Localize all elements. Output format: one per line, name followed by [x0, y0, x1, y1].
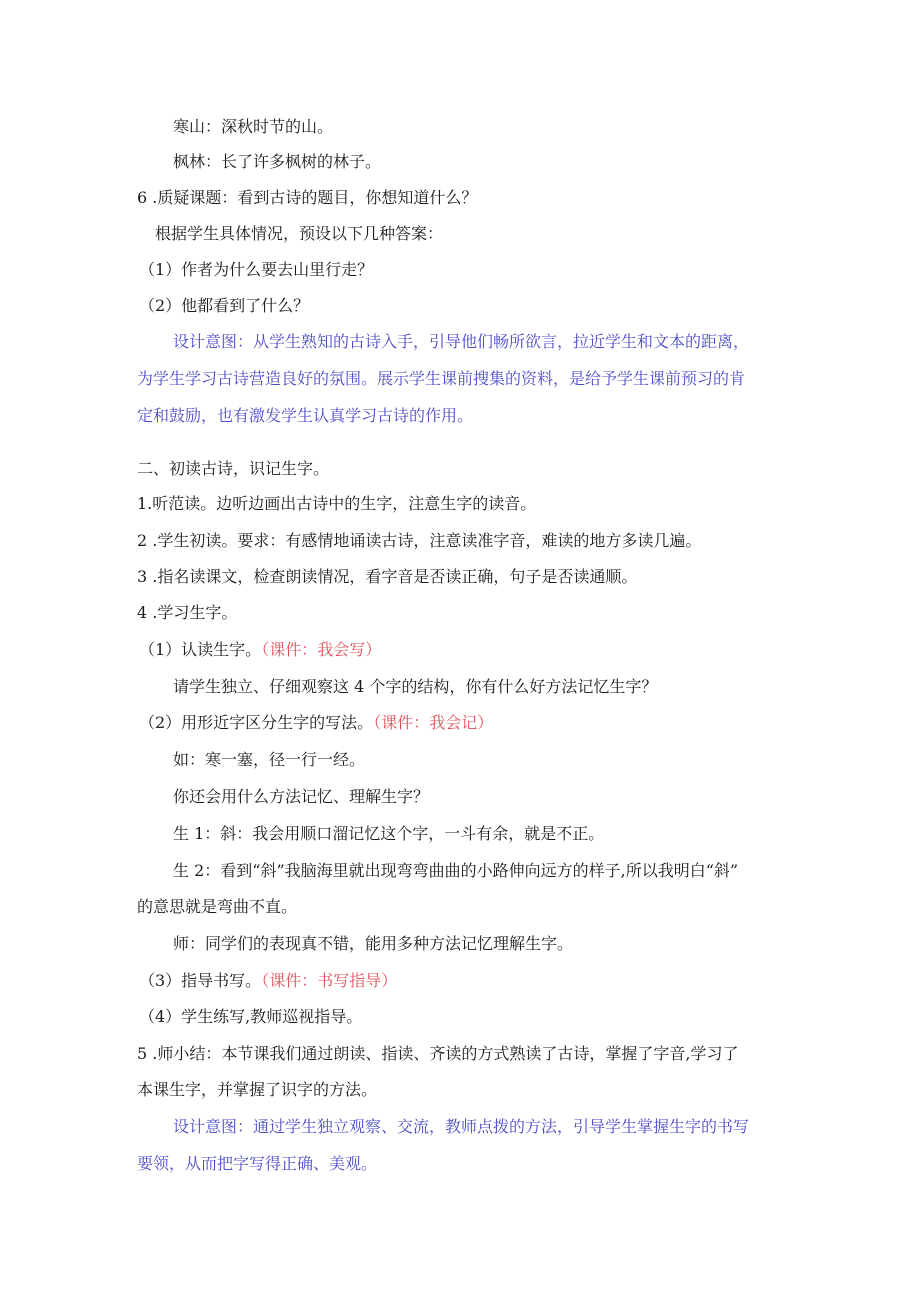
- definition-fenglin: 枫林：长了许多枫树的林子。: [173, 152, 382, 171]
- step-5-summary-line-2: 本课生字，并掌握了识字的方法。: [137, 1080, 378, 1099]
- substep-2-example: 如：寒一塞，径一行一经。: [173, 750, 366, 769]
- student-2-answer-line-2: 的意思就是弯曲不直。: [137, 897, 298, 916]
- design-intent-2-line-1: 设计意图：通过学生独立观察、交流，教师点拨的方法，引导学生掌握生字的书写: [173, 1117, 750, 1136]
- student-2-answer-line-1: 生 2：看到“斜”我脑海里就出现弯弯曲曲的小路伸向远方的样子,所以我明白“斜”: [173, 861, 739, 880]
- design-intent-1-line-2: 为学生学习古诗营造良好的氛围。展示学生课前搜集的资料，是给予学生课前预习的肯: [137, 369, 746, 388]
- step-5-summary-line-1: 5 .师小结：本节课我们通过朗读、指读、齐读的方式熟读了古诗，掌握了字音,学习了: [137, 1044, 739, 1063]
- step-3-named-read: 3 .指名读课文，检查朗读情况，看字音是否读正确，句子是否读通顺。: [137, 567, 638, 586]
- courseware-note-3: （课件：书写指导）: [261, 971, 398, 990]
- teacher-comment: 师：同学们的表现真不错，能用多种方法记忆理解生字。: [173, 934, 574, 953]
- substep-4: （4）学生练写,教师巡视指导。: [139, 1007, 363, 1026]
- answer-2: （2）他都看到了什么？: [139, 296, 310, 315]
- section-2-heading: 二、初读古诗，识记生字。: [137, 459, 330, 478]
- substep-2-text: （2）用形近字区分生字的写法。: [139, 713, 374, 732]
- step-6-question-title: 6 .质疑课题：看到古诗的题目，你想知道什么？: [137, 188, 478, 207]
- step-1-listen: 1.听范读。边听边画出古诗中的生字，注意生字的读音。: [137, 494, 537, 513]
- design-intent-2-line-2: 要领，从而把字写得正确、美观。: [137, 1154, 378, 1173]
- step-4-learn-characters: 4 .学习生字。: [137, 603, 238, 622]
- definition-hanshan: 寒山：深秋时节的山。: [173, 117, 334, 136]
- substep-3-text: （3）指导书写。: [139, 971, 262, 990]
- answer-1: （1）作者为什么要去山里行走？: [139, 260, 374, 279]
- student-1-answer: 生 1：斜：我会用顺口溜记忆这个字，一斗有余，就是不正。: [173, 824, 605, 843]
- design-intent-1-line-1: 设计意图：从学生熟知的古诗入手，引导他们畅所欲言，拉近学生和文本的距离，: [173, 332, 750, 351]
- step-2-first-read: 2 .学生初读。要求：有感情地诵读古诗，注意读准字音，难读的地方多读几遍。: [137, 531, 702, 550]
- substep-1-text: （1）认读生字。: [139, 640, 262, 659]
- courseware-note-1: （课件：我会写）: [261, 640, 382, 659]
- courseware-note-2: （课件：我会记）: [373, 713, 494, 732]
- substep-2: [139, 713, 493, 733]
- substep-3: [139, 971, 397, 991]
- design-intent-1-line-3: 定和鼓励，也有激发学生认真学习古诗的作用。: [137, 406, 474, 425]
- substep-2-question: 你还会用什么方法记忆、理解生字？: [173, 787, 430, 806]
- preset-answers-intro: 根据学生具体情况，预设以下几种答案：: [155, 224, 444, 243]
- substep-1: [139, 640, 381, 660]
- substep-1-instruction: 请学生独立、仔细观察这 4 个字的结构，你有什么好方法记忆生字？: [173, 677, 658, 696]
